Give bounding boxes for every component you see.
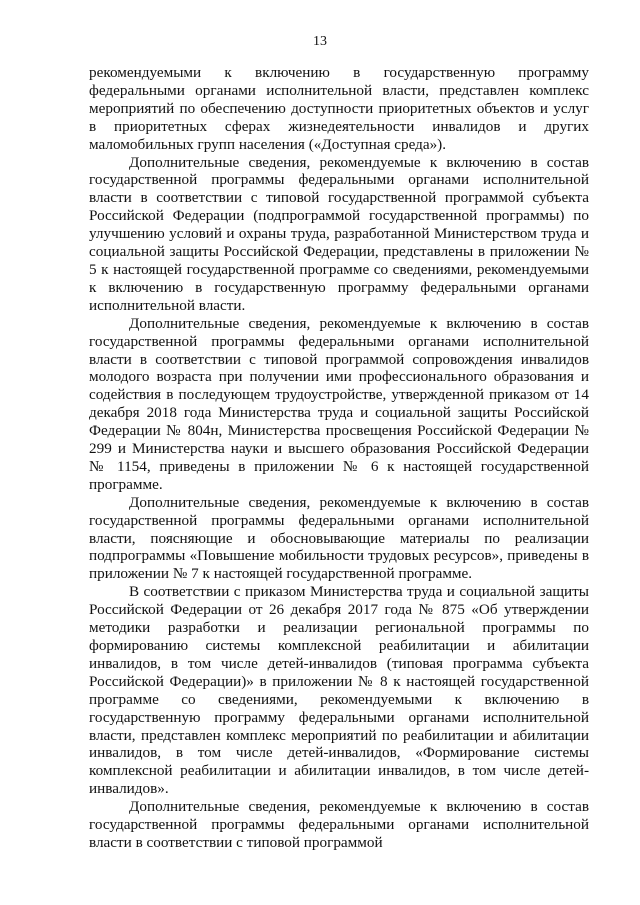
- paragraph: Дополнительные сведения, рекомендуемые к включению в состав государственной программы федеральными органами исполнительной власти, поясняющие и обосновывающие материалы по реализации подпрограммы «Повышение мобильности трудовых ресурсов», приведены в приложении № 7 к настоящей государственной программе.: [89, 493, 589, 583]
- paragraph: Дополнительные сведения, рекомендуемые к включению в состав государственной программы федеральными органами исполнительной власти в соответствии с типовой программой: [89, 798, 589, 851]
- document-body: [89, 64, 589, 852]
- paragraph-continuation: рекомендуемыми к включению в государственную программу федеральными органами исполнительной власти, представлен комплекс мероприятий по обеспечению доступности приоритетных объектов и услуг в приоритетных сферах жизнедеятельности инвалидов и других маломобильных групп населения («Доступная среда»).: [89, 64, 589, 153]
- paragraph: Дополнительные сведения, рекомендуемые к включению в состав государственной программы федеральными органами исполнительной власти в соответствии с типовой программой сопровождения инвалидов молодого возраста при получении ими профессионального образования и содействия в последующем трудоустройстве, утвержденной приказом от 14 декабря 2018 года Министерства труда и социальной защиты Российской Федерации № 804н, Министерства просвещения Российской Федерации № 299 и Министерства науки и высшего образования Российской Федерации № 1154, приведены в приложении № 6 к настоящей государственной программе.: [89, 314, 589, 493]
- paragraph: В соответствии с приказом Министерства труда и социальной защиты Российской Федерации от 26 декабря 2017 года № 875 «Об утверждении методики разработки и реализации региональной программы по формированию системы комплексной реабилитации и абилитации инвалидов, в том числе детей-инвалидов (типовая программа субъекта Российской Федерации)» в приложении № 8 к настоящей государственной программе со сведениями, рекомендуемыми к включению в государственную программу федеральными органами исполнительной власти, представлен комплекс мероприятий по реабилитации и абилитации инвалидов, в том числе детей-инвалидов, «Формирование системы комплексной реабилитации и абилитации инвалидов, в том числе детей-инвалидов».: [89, 583, 589, 798]
- paragraph: Дополнительные сведения, рекомендуемые к включению в состав государственной программы федеральными органами исполнительной власти в соответствии с типовой государственной программой субъекта Российской Федерации (подпрограммой государственной программы) по улучшению условий и охраны труда, разработанной Министерством труда и социальной защиты Российской Федерации, представлены в приложении № 5 к настоящей государственной программе со сведениями, рекомендуемыми к включению в государственную программу федеральными органами исполнительной власти.: [89, 153, 589, 314]
- page-number: 13: [313, 34, 327, 49]
